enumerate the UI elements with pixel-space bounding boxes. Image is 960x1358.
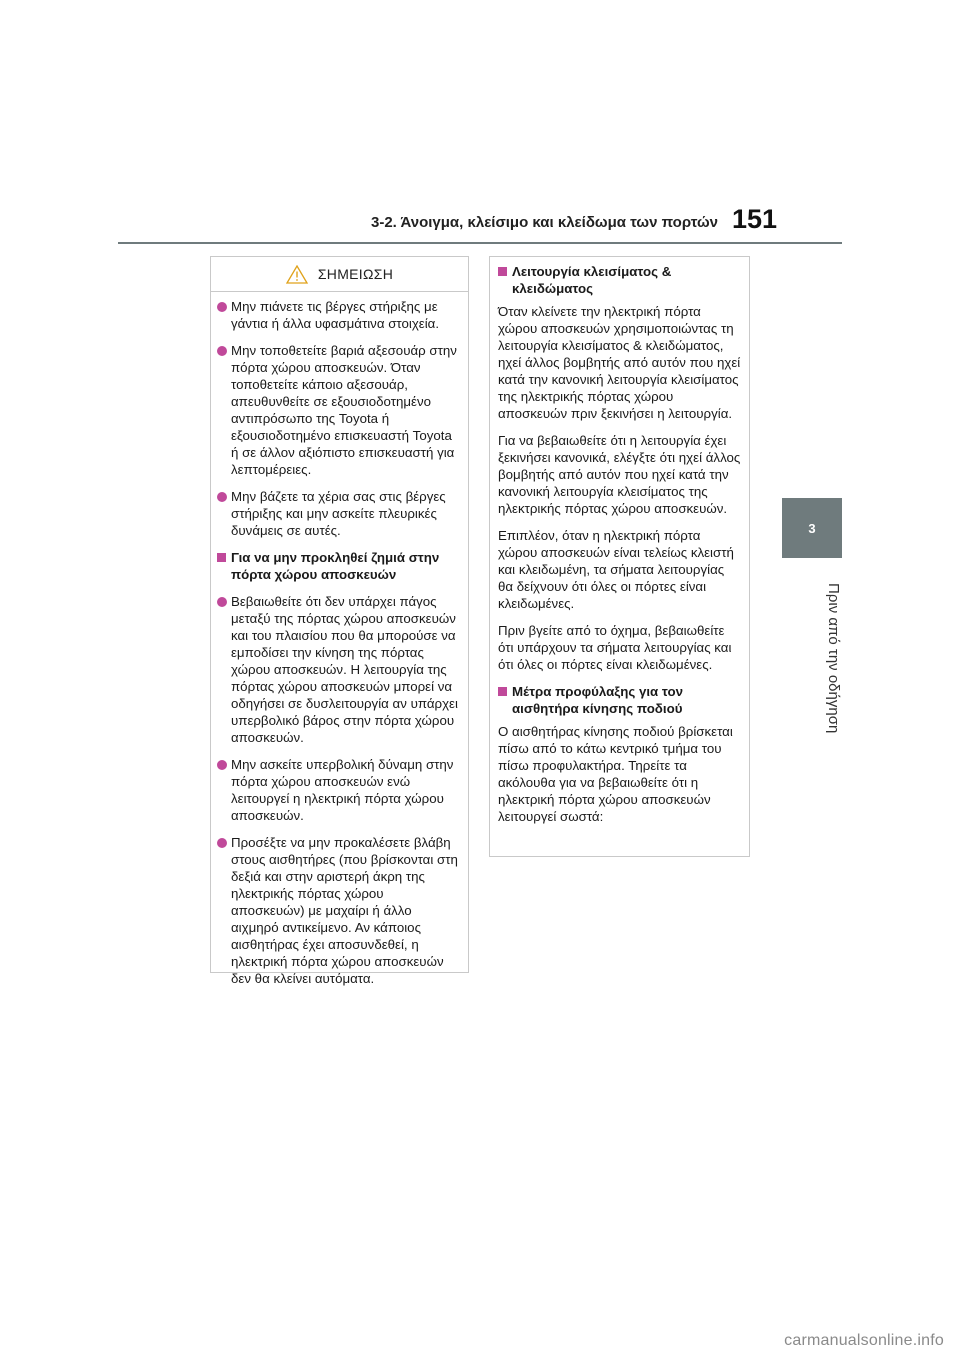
square-bullet-icon <box>498 687 507 696</box>
square-bullet-icon <box>498 267 507 276</box>
notice-item-text: Μην πιάνετε τις βέργες στήριξης με γάντια ή άλλα υφασμάτινα στοιχεία. <box>231 299 440 331</box>
subsection-heading <box>498 683 741 717</box>
round-bullet-icon <box>217 838 227 848</box>
subsection-heading-text: Λειτουργία κλεισίματος & κλειδώματος <box>512 264 672 296</box>
notice-list <box>211 292 468 987</box>
round-bullet-icon <box>217 302 227 312</box>
info-box <box>489 256 750 857</box>
page-number: 151 <box>732 204 778 234</box>
subsection-heading-text: Μέτρα προφύλαξης για τον αισθητήρα κίνησης ποδιού <box>512 684 683 716</box>
notice-item-text: Μην ασκείτε υπερβολική δύναμη στην πόρτα χώρου αποσκευών ενώ λειτουργεί η ηλεκτρική πόρτα χώρου αποσκευών. <box>231 757 454 823</box>
square-bullet-icon <box>217 553 226 562</box>
notice-item-text: Μην βάζετε τα χέρια σας στις βέργες στήριξης και μην ασκείτε πλευρικές δυνάμεις σε αυτές. <box>231 489 446 538</box>
site-watermark[interactable]: carmanualsonline.info <box>784 1332 944 1349</box>
section-title: 3-2. Άνοιγμα, κλείσιμο και κλείδωμα των πορτών <box>371 214 718 231</box>
notice-item <box>217 756 460 824</box>
chapter-label: Πριν από την οδήγηση <box>825 582 842 734</box>
info-content <box>490 257 749 825</box>
chapter-number: 3 <box>808 520 816 536</box>
chapter-tab[interactable] <box>782 498 842 558</box>
subsection-heading <box>498 263 741 297</box>
notice-item <box>217 593 460 746</box>
notice-header <box>211 257 468 292</box>
round-bullet-icon <box>217 492 227 502</box>
header-divider <box>118 242 842 244</box>
notice-item <box>217 488 460 539</box>
notice-subheading <box>217 549 460 583</box>
notice-item-text: Για να μην προκληθεί ζημιά στην πόρτα χώρου αποσκευών <box>231 550 440 582</box>
warning-triangle-icon <box>286 265 308 284</box>
paragraph: Ο αισθητήρας κίνησης ποδιού βρίσκεται πίσω από το κάτω κεντρικό τμήμα του πίσω προφυλακτήρα. Τηρείτε τα ακόλουθα για να βεβαιωθείτε ότι η ηλεκτρική πόρτα χώρου αποσκευών λειτουργεί σωστά: <box>498 724 733 824</box>
round-bullet-icon <box>217 760 227 770</box>
notice-box <box>210 256 469 986</box>
notice-item <box>217 834 460 987</box>
notice-item-text: Βεβαιωθείτε ότι δεν υπάρχει πάγος μεταξύ της πόρτας χώρου αποσκευών και του πλαισίου που θα μπορούσε να εμποδίσει την κίνηση της πόρτας χώρου αποσκευών. Η λειτουργία της πόρτας χώρου αποσκευών μπορεί να οδηγήσει σε δυσλειτουργία αν υπάρχει υπερβολικό βάρος στην πόρτα χώρου αποσκευών. <box>231 594 458 745</box>
notice-item <box>217 298 460 332</box>
notice-item <box>217 342 460 478</box>
paragraph: Όταν κλείνετε την ηλεκτρική πόρτα χώρου αποσκευών χρησιμοποιώντας τη λειτουργία κλεισίματος & κλειδώματος, ηχεί άλλος βομβητής από αυτόν που ηχεί κατά την κανονική λειτουργία κλεισίματος της ηλεκτρικής πόρτας χώρου αποσκευών πριν ξεκινήσει η λειτουργία. <box>498 304 741 421</box>
round-bullet-icon <box>217 346 227 356</box>
paragraph: Πριν βγείτε από το όχημα, βεβαιωθείτε ότι υπάρχουν τα σήματα λειτουργίας και ότι όλες οι πόρτες είναι κλειδωμένες. <box>498 623 732 672</box>
paragraph: Επιπλέον, όταν η ηλεκτρική πόρτα χώρου αποσκευών είναι τελείως κλειστή και κλειδωμένη, τα σήματα λειτουργίας θα δείχνουν ότι όλες οι πόρτες είναι κλειδωμένες. <box>498 528 734 611</box>
paragraph: Για να βεβαιωθείτε ότι η λειτουργία έχει ξεκινήσει κανονικά, ελέγξτε ότι ηχεί άλλος βομβητής από αυτόν που ηχεί κατά την κανονική λειτουργία κλεισίματος της ηλεκτρικής πόρτας χώρου αποσκευών. <box>498 433 741 516</box>
notice-item-text: Προσέξτε να μην προκαλέσετε βλάβη στους αισθητήρες (που βρίσκονται στη δεξιά και στην αριστερή άκρη της ηλεκτρικής πόρτας χώρου αποσκευών) με μαχαίρι ή άλλο αιχμηρό αντικείμενο. Αν κάποιος αισθητήρας έχει αποσυνδεθεί, η ηλεκτρική πόρτα χώρου αποσκευών δεν θα κλείνει αυτόματα. <box>231 835 458 986</box>
notice-item-text: Μην τοποθετείτε βαριά αξεσουάρ στην πόρτα χώρου αποσκευών. Όταν τοποθετείτε κάποιο αξεσουάρ, απευθυνθείτε σε εξουσιοδοτημένο αντιπρόσωπο της Toyota ή εξουσιοδοτημένο επισκευαστή Toyota ή σε άλλον αξιόπιστο επισκευαστή για λεπτομέρειες. <box>231 343 457 477</box>
notice-heading: ΣΗΜΕΙΩΣΗ <box>317 266 394 282</box>
round-bullet-icon <box>217 597 227 607</box>
